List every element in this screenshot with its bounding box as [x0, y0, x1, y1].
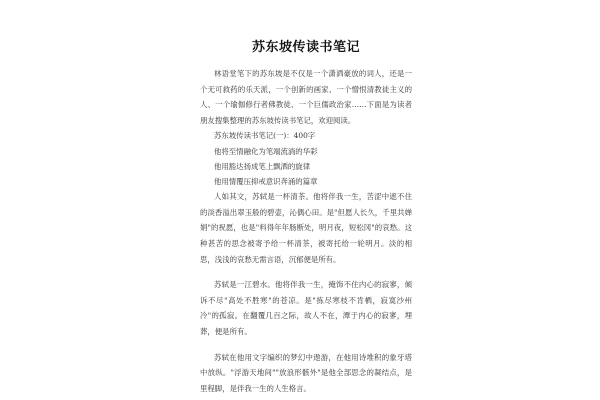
verse-line: 他用情覆压抑戒意识奔涌的篇章	[214, 176, 318, 186]
verse-line: 他用豁达扬成笔上飘洒的旋律	[214, 161, 311, 171]
body-paragraph: 苏轼在他用文字编织的梦幻中遨游，在他用诗堆积的象牙塔中放纵。"浮游天地间""放浪形骸外"是他全部思念的凝结点，是里程脚，是伴我一生的人生格言。	[200, 352, 412, 393]
document-page	[200, 36, 412, 396]
body-paragraph: 人如其文，苏轼是一杯清茶。他将伴我一生，苦涩中遮不住的淡香溢出翠玉般的碧壶，沁偶心田。是"但愿人长久，千里共婵娟"的祝愿，也是"料得年年肠断处，明月夜，短松冈"的哀愁。这种甚苦的思念被寄予给一杯清茶，被寄托给一轮明月。淡的相思，浅浅的哀愁无需言语，沉郁便是所有。	[200, 192, 412, 264]
intro-paragraph: 林语堂笔下的苏东坡是不仅是一个潇洒豪放的词人，还是一个无可救药的乐天派，一个创新的画家、一个憎恨清教徒主义的人、一个瑜伽修行者佛教徒、一个巨儒政治家……下面是为读者朋友搜集整理的苏东坡传读书笔记，欢迎阅读。	[200, 69, 412, 125]
body-paragraph: 苏轼是一江碧水。他将伴我一生，掩饰不住内心的寂寥，倾诉不尽"高处不胜寒"的苍凉。是"拣尽寒枝不肯栖，寂寞沙州冷"的孤寂。在翻覆几百之际，故人不在，潭于内心的寂寥，埋葬，便是所有。	[200, 280, 412, 336]
note-heading: 苏东坡传读书笔记(一)：400字	[214, 131, 316, 141]
verse-line: 他将至情融化为笔端流淌的华彩	[214, 146, 318, 156]
document-title: 苏东坡传读书笔记	[251, 40, 360, 55]
